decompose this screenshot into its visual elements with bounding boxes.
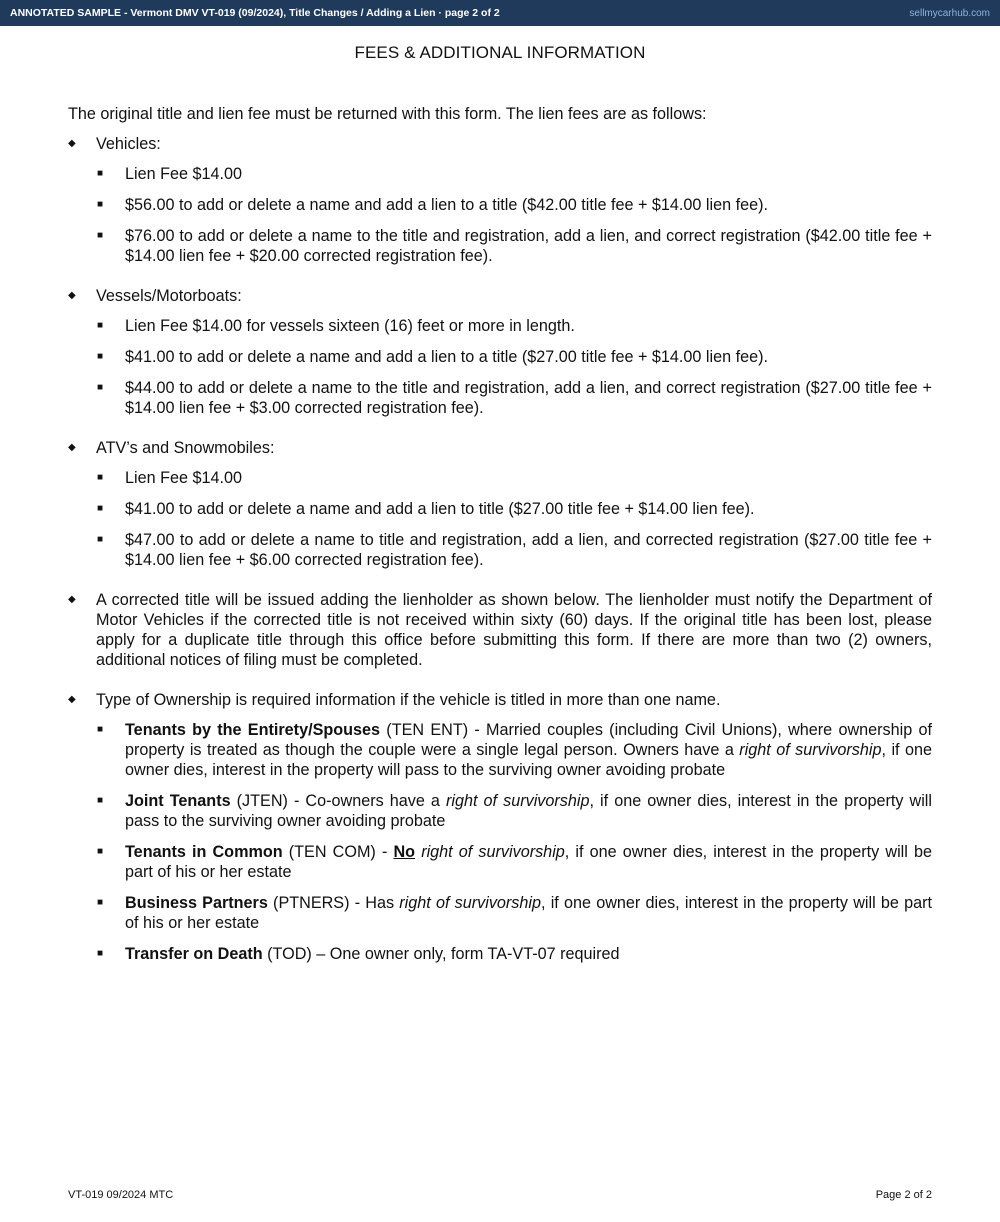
- section-heading: Type of Ownership is required information if the vehicle is titled in more than one name.: [96, 691, 721, 709]
- list-item: [68, 530, 932, 570]
- square-bullet-icon: ■: [97, 724, 104, 735]
- ownership-term: Transfer on Death: [125, 945, 263, 963]
- list-item: [68, 468, 932, 488]
- ownership-description: , if one owner dies, interest in the property will be part of his or her estate: [125, 843, 932, 881]
- diamond-bullet-icon: ◆: [68, 290, 76, 301]
- list-item: [68, 347, 932, 367]
- square-bullet-icon: ■: [97, 199, 104, 210]
- survivorship-phrase: right of survivorship: [739, 741, 882, 759]
- square-bullet-icon: ■: [97, 846, 104, 857]
- ownership-type-ptners: [68, 893, 932, 933]
- diamond-bullet-icon: ◆: [68, 694, 76, 705]
- ownership-description: (TEN COM) -: [282, 843, 394, 861]
- diamond-bullet-icon: ◆: [68, 138, 76, 149]
- diamond-bullet-icon: ◆: [68, 594, 76, 605]
- list-item: [68, 134, 932, 154]
- ownership-type-tod: [68, 944, 932, 964]
- page-title: FEES & ADDITIONAL INFORMATION: [354, 43, 646, 62]
- list-item: [68, 378, 932, 418]
- page-number: Page 2 of 2: [875, 1189, 932, 1201]
- ownership-term: Tenants in Common: [125, 843, 283, 861]
- list-item: [68, 286, 932, 306]
- square-bullet-icon: ■: [97, 948, 104, 959]
- fee-text: Lien Fee $14.00 for vessels sixteen (16) feet or more in length.: [125, 317, 575, 335]
- ownership-description: , if one owner dies, interest in the property will pass to the surviving owner avoiding probate: [125, 792, 932, 830]
- survivorship-phrase: right of survivorship: [421, 843, 565, 861]
- fee-text: $56.00 to add or delete a name and add a lien to a title ($42.00 title fee + $14.00 lien fee).: [125, 196, 769, 214]
- fee-text: Lien Fee $14.00: [125, 469, 243, 487]
- section-vessels: [68, 286, 932, 418]
- ownership-description: , if one owner dies, interest in the property will pass to the surviving owner avoiding probate: [125, 741, 932, 779]
- top-banner: [0, 0, 1000, 26]
- ownership-type-ten-ent: [68, 720, 932, 780]
- diamond-bullet-icon: ◆: [68, 442, 76, 453]
- section-heading: Vessels/Motorboats:: [96, 287, 242, 305]
- square-bullet-icon: ■: [97, 795, 104, 806]
- list-item: [68, 590, 932, 670]
- fee-text: $41.00 to add or delete a name and add a lien to a title ($27.00 title fee + $14.00 lien fee).: [125, 348, 769, 366]
- banner-title: ANNOTATED SAMPLE - Vermont DMV VT-019 (09/2024), Title Changes / Adding a Lien · page 2 of 2: [10, 7, 500, 19]
- document-body: [68, 104, 932, 984]
- fee-text: $76.00 to add or delete a name to the title and registration, add a lien, and correct registration ($42.00 title fee + $14.00 lien fee + $20.00 corrected registration fee).: [125, 227, 932, 265]
- fee-text: $47.00 to add or delete a name to title and registration, add a lien, and corrected registration ($27.00 title fee + $14.00 lien fee + $6.00 corrected registration fee).: [125, 531, 932, 569]
- square-bullet-icon: ■: [97, 168, 104, 179]
- square-bullet-icon: ■: [97, 534, 104, 545]
- ownership-term: Tenants by the Entirety/Spouses: [125, 721, 381, 739]
- square-bullet-icon: ■: [97, 503, 104, 514]
- ownership-term: Joint Tenants: [125, 792, 231, 810]
- section-ownership: [68, 690, 932, 964]
- section-heading: ATV’s and Snowmobiles:: [96, 439, 275, 457]
- ownership-description: (JTEN) - Co-owners have a: [230, 792, 446, 810]
- section-vehicles: [68, 134, 932, 266]
- ownership-description: (PTNERS) - Has: [267, 894, 400, 912]
- list-item: [68, 226, 932, 266]
- fee-text: Lien Fee $14.00: [125, 165, 243, 183]
- intro-paragraph: The original title and lien fee must be returned with this form. The lien fees are as follows:: [68, 105, 707, 123]
- square-bullet-icon: ■: [97, 472, 104, 483]
- ownership-description: (TOD) – One owner only, form TA-VT-07 required: [262, 945, 620, 963]
- square-bullet-icon: ■: [97, 320, 104, 331]
- form-identifier: VT-019 09/2024 MTC: [68, 1189, 174, 1201]
- list-item: [68, 690, 932, 710]
- fee-text: $44.00 to add or delete a name to the title and registration, add a lien, and correct registration ($27.00 title fee + $14.00 lien fee + $3.00 corrected registration fee).: [125, 379, 932, 417]
- list-item: [68, 499, 932, 519]
- list-item: [68, 316, 932, 336]
- fee-text: $41.00 to add or delete a name and add a lien to title ($27.00 title fee + $14.00 lien fee).: [125, 500, 755, 518]
- ownership-type-jten: [68, 791, 932, 831]
- square-bullet-icon: ■: [97, 351, 104, 362]
- section-corrected-title: [68, 590, 932, 670]
- site-link[interactable]: sellmycarhub.com: [909, 7, 990, 19]
- section-heading: Vehicles:: [96, 135, 161, 153]
- section-atv-snowmobiles: [68, 438, 932, 570]
- survivorship-phrase: right of survivorship: [399, 894, 542, 912]
- ownership-type-ten-com: [68, 842, 932, 882]
- list-item: [68, 438, 932, 458]
- square-bullet-icon: ■: [97, 897, 104, 908]
- survivorship-phrase: right of survivorship: [446, 792, 590, 810]
- square-bullet-icon: ■: [97, 382, 104, 393]
- ownership-term: Business Partners: [125, 894, 268, 912]
- square-bullet-icon: ■: [97, 230, 104, 241]
- no-emphasis: No: [393, 843, 416, 861]
- ownership-description: (TEN ENT) - Married couples (including Civil Unions), where ownership of property is treated as though the couple were a single legal person. Owners have a: [125, 721, 932, 759]
- ownership-description: , if one owner dies, interest in the property will be part of his or her estate: [125, 894, 932, 932]
- list-item: [68, 195, 932, 215]
- list-item: [68, 164, 932, 184]
- corrected-title-text: A corrected title will be issued adding the lienholder as shown below. The lienholder must notify the Department of Motor Vehicles if the corrected title is not received within sixty (60) days. If the original title has been lost, please apply for a duplicate title through this office before submitting this form. If there are more than two (2) owners, additional notices of filing must be completed.: [96, 591, 932, 669]
